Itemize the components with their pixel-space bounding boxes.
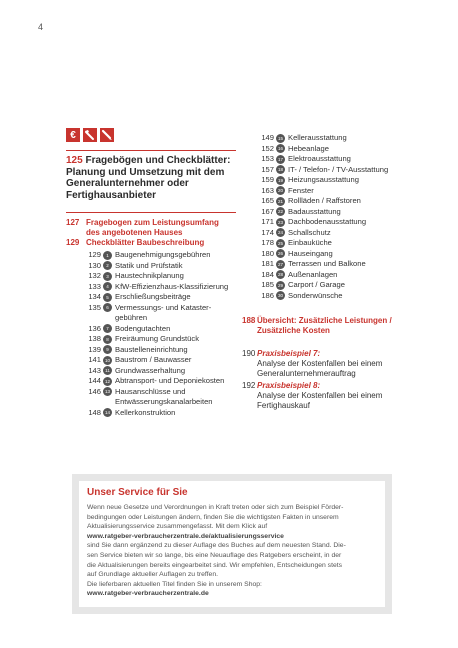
toc-item[interactable]: 186 30 Sonderwünsche xyxy=(261,290,343,300)
toc-item[interactable]: 184 28 Außenanlagen xyxy=(261,269,338,279)
number-badge: 8 xyxy=(103,335,112,344)
hammer-icon xyxy=(83,128,97,142)
number-badge: 20 xyxy=(277,188,283,193)
service-text: sind Sie dann ergänzend zu dieser Auflage des Buches auf dem neuesten Stand. Die- xyxy=(87,542,346,550)
toc-item[interactable]: 133 4 KfW-Effizienzhaus-Klassifizierung xyxy=(88,281,229,291)
toc-item[interactable]: 157 18 IT- / Telefon- / TV-Ausstattung xyxy=(261,164,389,174)
number-badge: 17 xyxy=(277,156,283,162)
toc-item[interactable]: 136 7 Bodengutachten xyxy=(88,323,171,333)
toc-section-praxisbeispiel-8[interactable]: 192 Praxisbeispiel 8: Analyse der Kostenfallen bei einem Fertighauskauf xyxy=(242,381,383,410)
number-badge: 3 xyxy=(103,272,112,281)
number-badge: 7 xyxy=(103,324,112,333)
number-badge: 10 xyxy=(104,357,110,363)
number-badge: 13 xyxy=(104,389,110,394)
toc-item[interactable]: 132 3 Haustechnikplanung xyxy=(88,271,184,280)
service-text: die Aktualisierungen bereits eingearbeitet sind. Wir empfehlen, Entscheidungen stets xyxy=(87,561,343,569)
number-badge: 28 xyxy=(277,272,283,277)
toc-item[interactable]: 141 10 Baustrom / Bauwasser xyxy=(88,355,192,364)
number-badge: 27 xyxy=(277,261,283,267)
toc-section-checkblaetter[interactable]: 129 Checkblätter Baubeschreibung xyxy=(66,238,205,247)
toc-item[interactable]: 143 11 Grundwasserhaltung xyxy=(88,365,186,375)
toc-item[interactable]: 174 24 Schallschutz xyxy=(261,227,331,237)
toc-item[interactable]: 129 1 Baugenehmigungsgebühren xyxy=(88,250,211,259)
heading-rule-top xyxy=(66,150,236,151)
toc-item[interactable]: 165 21 Rollläden / Raffstoren xyxy=(261,196,361,205)
toc-item[interactable]: 130 2 Statik und Prüfstatik xyxy=(88,260,183,270)
toc-item[interactable]: 185 29 Carport / Garage xyxy=(261,280,345,289)
number-badge: 29 xyxy=(277,282,283,288)
toc-item[interactable]: 159 19 Heizungsausstattung xyxy=(261,175,359,184)
number-badge: 11 xyxy=(103,366,112,375)
category-icons xyxy=(66,128,114,142)
main-heading xyxy=(66,155,238,201)
toc-item[interactable]: 181 27 Terrassen und Balkone xyxy=(261,259,366,268)
toc-item[interactable]: 171 23 Dachbodenausstattung xyxy=(261,217,367,226)
number-badge: 15 xyxy=(277,135,283,141)
number-badge: 2 xyxy=(103,261,112,270)
toc-section-uebersicht[interactable]: 188 Übersicht: Zusätzliche Leistungen / Zusätzliche Kosten xyxy=(242,316,392,335)
number-badge: 4 xyxy=(103,282,112,291)
toc-item[interactable]: 135 6 Vermessungs- und Kataster- gebühren xyxy=(88,302,212,322)
service-text: Wenn neue Gesetze und Verordnungen in Kraft treten oder sich zum Beispiel Förder- xyxy=(87,504,344,511)
number-badge: 12 xyxy=(104,378,110,384)
toc-item[interactable]: 149 15 Kellerausstattung xyxy=(261,133,347,142)
toc-item[interactable]: 148 14 Kellerkonstruktion xyxy=(88,407,176,417)
number-badge: 25 xyxy=(277,240,283,246)
toc-item[interactable]: 146 13 Hausanschlüsse und Entwässerungskanalarbeiten xyxy=(88,386,213,406)
number-badge: 30 xyxy=(277,293,283,298)
number-badge: 23 xyxy=(277,219,283,225)
number-badge: 16 xyxy=(277,146,283,151)
service-text: Die lieferbaren aktuellen Titel finden Sie in unserem Shop: xyxy=(87,580,262,588)
service-title: Unser Service für Sie xyxy=(87,487,188,498)
number-badge: 9 xyxy=(103,345,112,354)
service-text: auf Grundlage aktueller Auflagen zu treffen. xyxy=(87,571,218,579)
toc-section-fragebogen[interactable]: 127 Fragebogen zum Leistungsumfang des angebotenen Hauses xyxy=(66,218,219,237)
pencil-icon xyxy=(100,128,114,142)
number-badge: 24 xyxy=(277,230,283,235)
number-badge: 26 xyxy=(277,251,283,256)
toc-item[interactable]: 178 25 Einbauküche xyxy=(261,238,332,247)
toc-item[interactable]: 152 16 Hebeanlage xyxy=(261,143,329,153)
right-toc-list xyxy=(260,133,420,301)
toc-item[interactable]: 163 20 Fenster xyxy=(261,185,314,195)
number-badge: 19 xyxy=(277,177,283,183)
number-badge: 5 xyxy=(103,293,112,302)
toc-item[interactable]: 144 12 Abtransport- und Deponiekosten xyxy=(88,376,225,385)
main-heading-page: 125 xyxy=(66,155,83,166)
toc-section-praxisbeispiel-7[interactable]: 190 Praxisbeispiel 7: Analyse der Kostenfallen bei einem Generalunternehmerauftrag xyxy=(242,349,383,378)
service-text: Aktualisierungsservice zusammengefasst. Mit dem Klick auf xyxy=(87,523,268,531)
heading-rule-bottom xyxy=(66,212,236,213)
page-number: 4 xyxy=(38,22,44,32)
toc-item[interactable]: 134 5 Erschließungsbeiträge xyxy=(88,292,191,301)
left-toc-list xyxy=(87,250,257,418)
toc-item[interactable]: 167 22 Badausstattung xyxy=(261,206,341,216)
number-badge: 1 xyxy=(103,251,112,260)
number-badge: 6 xyxy=(103,303,112,312)
number-badge: 21 xyxy=(277,198,283,204)
service-link-shop[interactable]: www.ratgeber-verbraucherzentrale.de xyxy=(87,590,209,598)
service-box xyxy=(72,474,392,614)
euro-icon: € xyxy=(66,128,80,142)
number-badge: 22 xyxy=(277,209,283,214)
number-badge: 14 xyxy=(104,410,110,415)
toc-item[interactable]: 180 26 Hauseingang xyxy=(261,248,333,258)
main-heading-title: Fragebögen und Checkblätter: Planung und Umsetzung mit dem Generalunternehmer oder Fertighausanbieter xyxy=(66,155,231,201)
toc-item[interactable]: 138 8 Freiräumung Grundstück xyxy=(88,334,199,343)
toc-item[interactable]: 153 17 Elektroausstattung xyxy=(261,154,351,163)
toc-item[interactable]: 139 9 Baustelleneinrichtung xyxy=(88,344,188,354)
number-badge: 18 xyxy=(277,167,283,172)
service-text: bedingungen oder Leistungen ändern, finden Sie die wichtigsten Fakten in unserem xyxy=(87,513,339,521)
service-text: sen Service bieten wir so lange, bis eine Neuauflage des Ratgebers erscheint, in der xyxy=(87,551,342,559)
service-link-aktualisierung[interactable]: www.ratgeber-verbraucherzentrale.de/aktualisierungsservice xyxy=(87,532,284,540)
